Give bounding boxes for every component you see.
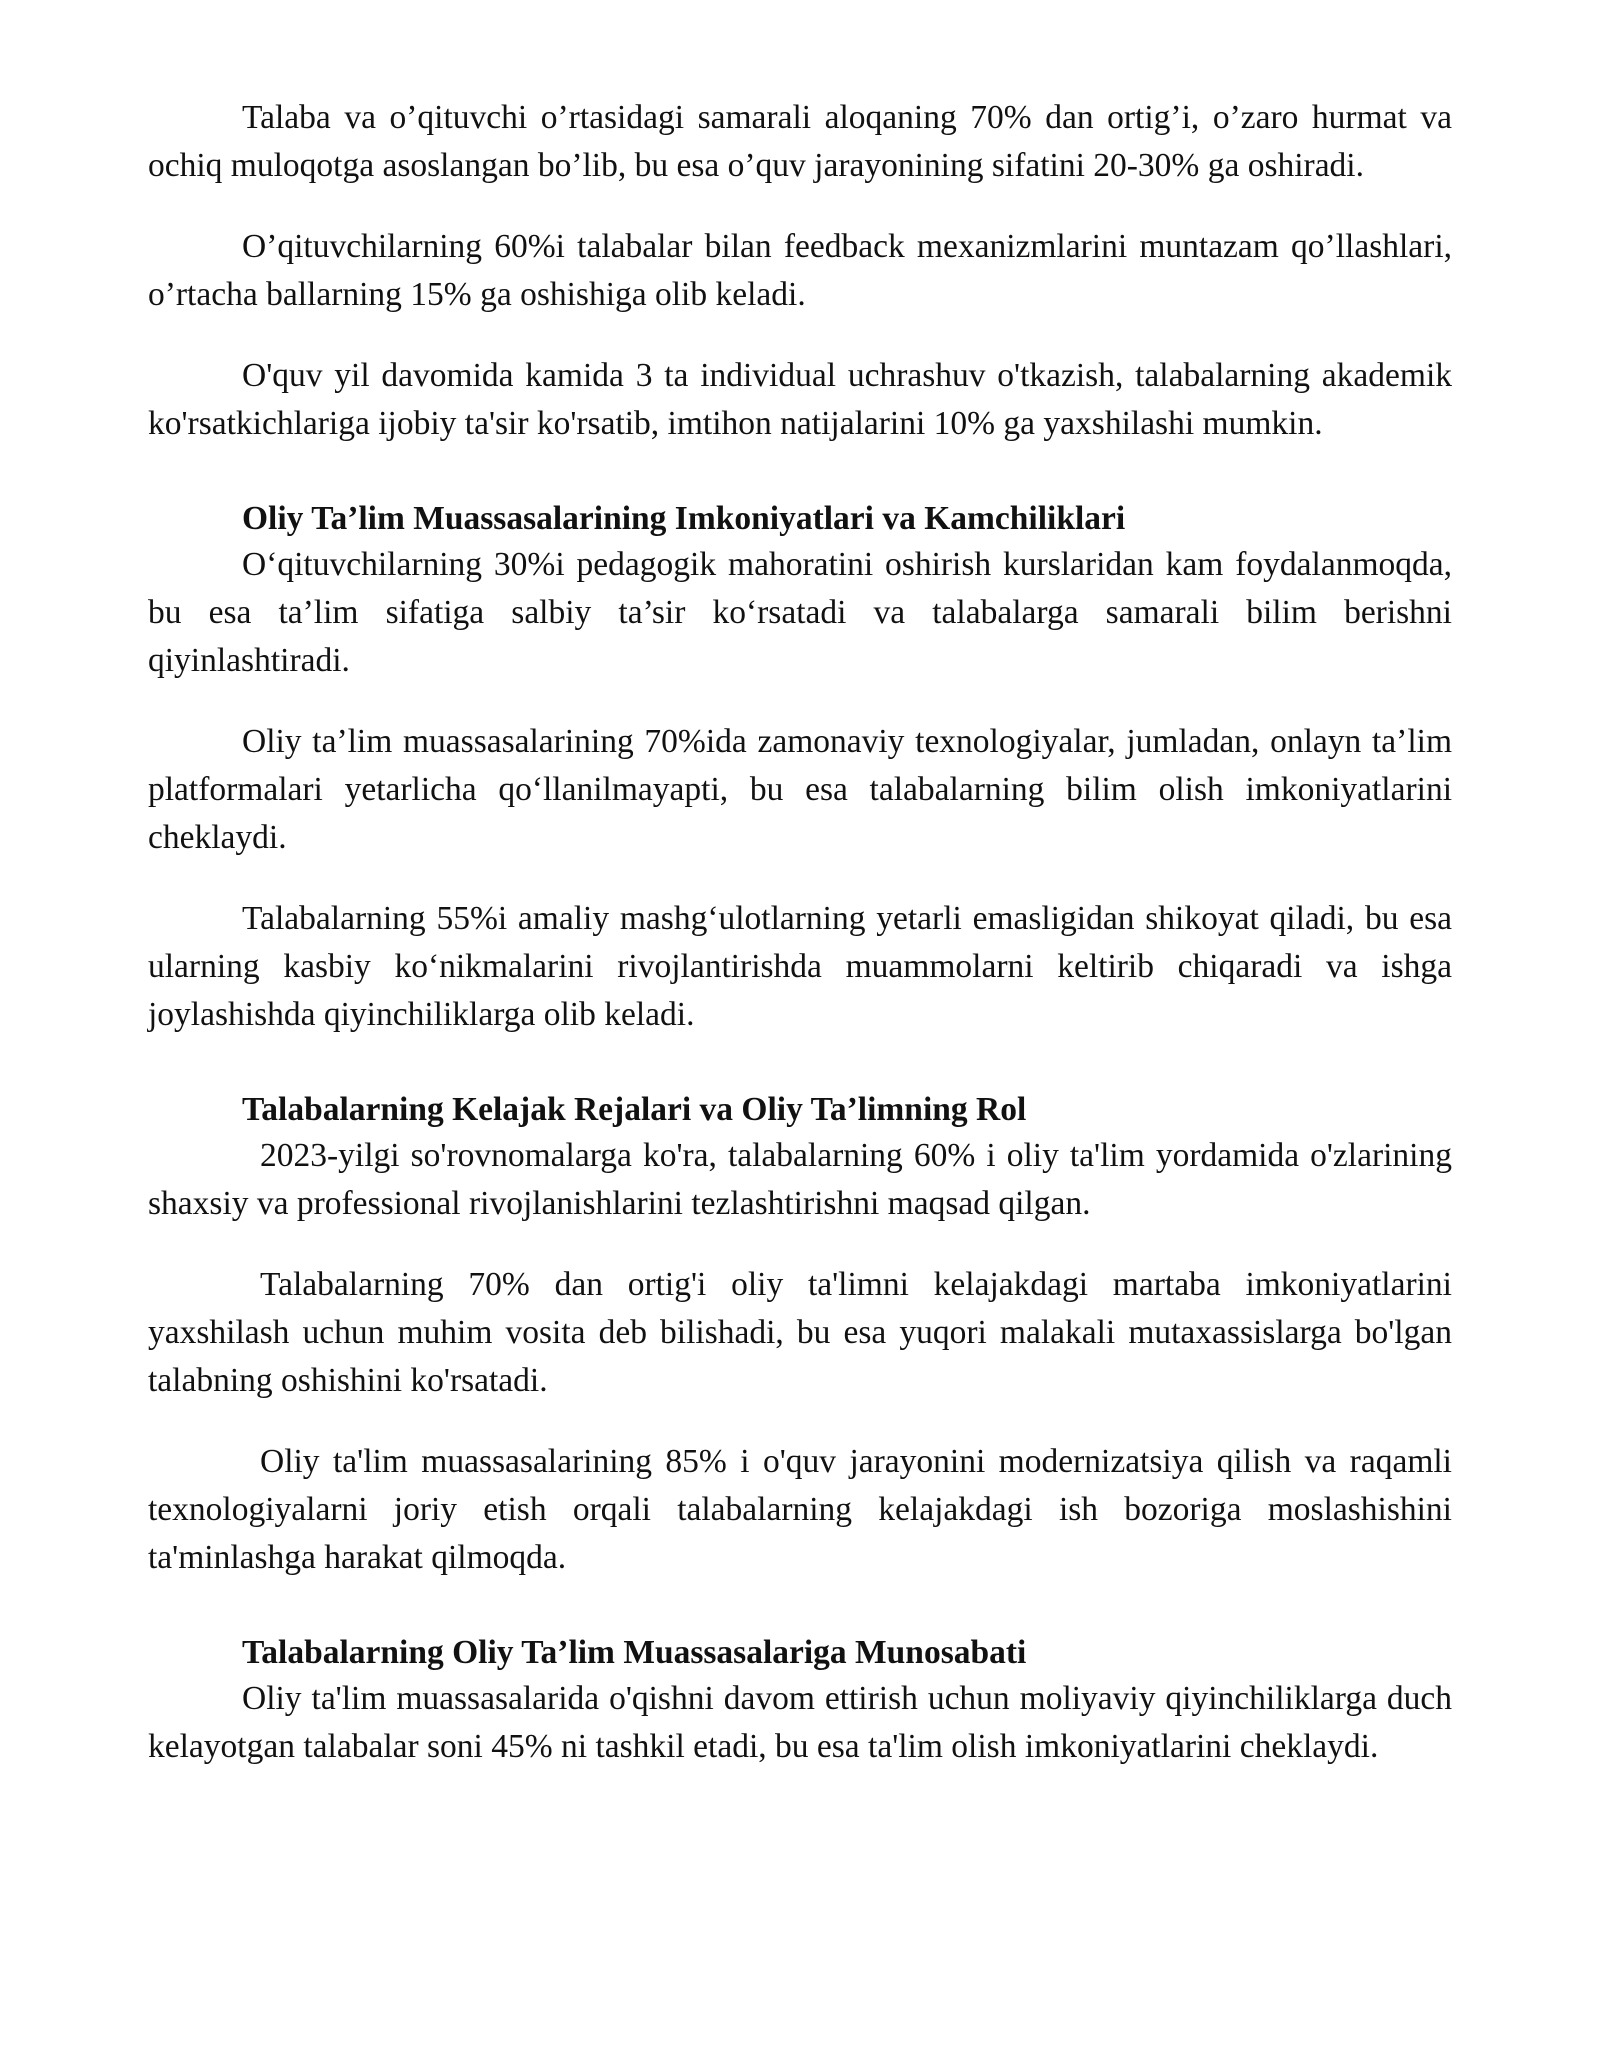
document-page <box>148 94 1452 1771</box>
paragraph: Oliy ta'lim muassasalarining 85% i o'quv jarayonini modernizatsiya qilish va raqamli texnologiyalarni joriy etish orqali talabalarning kelajakdagi ish bozoriga moslashishini ta'minlashga harakat qilmoqda. <box>148 1443 1452 1576</box>
section-heading: Oliy Ta’lim Muassasalarining Imkoniyatlari va Kamchiliklari <box>242 500 1126 537</box>
paragraph: Oliy ta’lim muassasalarining 70%ida zamonaviy texnologiyalar, jumladan, onlayn ta’lim platformalari yetarlicha qo‘llanilmayapti, bu esa talabalarning bilim olish imkoniyatlarini cheklaydi. <box>148 723 1452 856</box>
section-heading: Talabalarning Oliy Ta’lim Muassasalariga Munosabati <box>242 1634 1027 1671</box>
paragraph: Talaba va o’qituvchi o’rtasidagi samarali aloqaning 70% dan ortig’i, o’zaro hurmat va ochiq muloqotga asoslangan bo’lib, bu esa o’quv jarayonining sifatini 20-30% ga oshiradi. <box>148 99 1452 184</box>
paragraph: O'quv yil davomida kamida 3 ta individual uchrashuv o'tkazish, talabalarning akademik ko'rsatkichlariga ijobiy ta'sir ko'rsatib, imtihon natijalarini 10% ga yaxshilashi mumkin. <box>148 357 1452 442</box>
paragraph: O’qituvchilarning 60%i talabalar bilan feedback mexanizmlarini muntazam qo’llashlari, o’rtacha ballarning 15% ga oshishiga olib keladi. <box>148 228 1452 313</box>
paragraph: Oliy ta'lim muassasalarida o'qishni davom ettirish uchun moliyaviy qiyinchiliklarga duch kelayotgan talabalar soni 45% ni tashkil etadi, bu esa ta'lim olish imkoniyatlarini cheklaydi. <box>148 1680 1452 1765</box>
section-heading: Talabalarning Kelajak Rejalari va Oliy Ta’limning Rol <box>242 1091 1027 1128</box>
paragraph: O‘qituvchilarning 30%i pedagogik mahoratini oshirish kurslaridan kam foydalanmoqda, bu esa ta’lim sifatiga salbiy ta’sir ko‘rsatadi va talabalarga samarali bilim berishni qiyinlashtiradi. <box>148 546 1452 679</box>
paragraph: Talabalarning 55%i amaliy mashg‘ulotlarning yetarli emasligidan shikoyat qiladi, bu esa ularning kasbiy ko‘nikmalarini rivojlantirishda muammolarni keltirib chiqaradi va ishga joylashishda qiyinchiliklarga olib keladi. <box>148 900 1452 1033</box>
paragraph: 2023-yilgi so'rovnomalarga ko'ra, talabalarning 60% i oliy ta'lim yordamida o'zlarining shaxsiy va professional rivojlanishlarini tezlashtirishni maqsad qilgan. <box>148 1137 1452 1222</box>
paragraph: Talabalarning 70% dan ortig'i oliy ta'limni kelajakdagi martaba imkoniyatlarini yaxshilash uchun muhim vosita deb bilishadi, bu esa yuqori malakali mutaxassislarga bo'lgan talabning oshishini ko'rsatadi. <box>148 1266 1452 1399</box>
